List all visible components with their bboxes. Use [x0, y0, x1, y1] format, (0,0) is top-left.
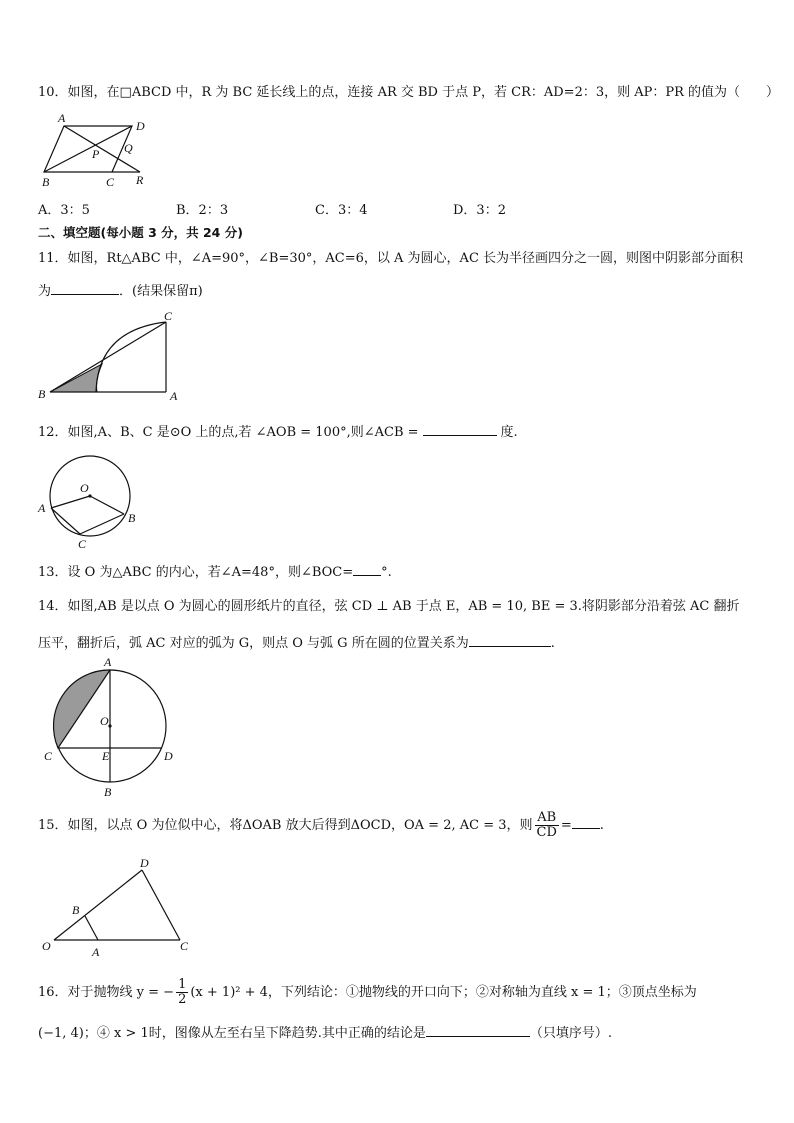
q10-label-r: R [136, 173, 144, 187]
q12-text-pre: 12．如图,A、B、C 是⊙O 上的点,若 ∠AOB = 100°,则∠ACB = [38, 425, 419, 440]
q15-frac-num: AB [535, 811, 559, 826]
q14-circle-figure [40, 656, 190, 800]
q15-label-d: D [140, 856, 149, 870]
q16-frac-den: 2 [178, 992, 187, 1007]
q15-fraction [535, 811, 559, 840]
q11-line2 [38, 282, 203, 301]
q14-line2 [38, 634, 555, 653]
q12-circle-figure [36, 450, 146, 550]
q10-option-d: D．3：2 [453, 203, 506, 218]
q10-option-a: A．3：5 [38, 203, 90, 218]
answer-blank [572, 816, 600, 829]
q15-label-b: B [72, 903, 80, 917]
q14-line2-pre: 压平，翻折后，弧 AC 对应的弧为 G，则点 O 与弧 G 所在圆的位置关系为 [38, 636, 469, 651]
q10-label-b: B [42, 175, 50, 189]
q10-text: 10．如图，在□ABCD 中，R 为 BC 延长线上的点，连接 AR 交 BD 于点 P，若 CR：AD=2：3，则 AP：PR 的值为（ ） [38, 85, 780, 100]
q15-label-o: O [42, 939, 51, 953]
q14-label-e: E [102, 749, 110, 763]
answer-blank [353, 563, 381, 576]
answer-blank [51, 282, 119, 295]
q15-text [38, 810, 604, 842]
answer-blank [469, 634, 551, 647]
q10-label-p: P [92, 147, 100, 161]
q11-line2-post: ．(结果保留π) [119, 284, 203, 299]
q13-text [38, 563, 392, 582]
q11-label-c: C [164, 309, 173, 323]
q15-label-c: C [180, 939, 189, 953]
q16-line1-pre: 16．对于抛物线 y = − [38, 985, 175, 1000]
q16-line1-post: (x + 1)² + 4，下列结论：①抛物线的开口向下；②对称轴为直线 x = 1；③顶点坐标为 [190, 985, 697, 1000]
q14-label-a: A [104, 655, 112, 669]
q10-label-c: C [106, 175, 115, 189]
q12-text-post: 度. [500, 425, 518, 440]
q10-label-d: D [136, 119, 145, 133]
q14-label-d: D [164, 749, 173, 763]
q16-fraction [176, 978, 188, 1007]
q16-line2-pre: (−1, 4)；④ x > 1时，图像从左至右呈下降趋势.其中正确的结论是 [38, 1026, 426, 1041]
q11-label-a: A [170, 389, 178, 403]
q10-label-q: Q [124, 141, 133, 155]
q16-frac-num: 1 [178, 977, 187, 992]
section-title: 二、填空题(每小题 3 分，共 24 分) [38, 225, 243, 240]
q10-label-a: A [58, 111, 66, 125]
q15-frac-den: CD [536, 825, 557, 840]
q12-label-a: A [38, 501, 46, 515]
q16-line2-post: （只填序号）. [529, 1026, 613, 1041]
q13-text-post: °. [381, 565, 392, 580]
q10-option-b: B．2：3 [176, 203, 229, 218]
q13-text-pre: 13．设 O 为△ABC 的内心，若∠A=48°，则∠BOC= [38, 565, 354, 580]
q10-parallelogram-figure [40, 112, 160, 190]
q16-line2 [38, 1024, 612, 1043]
q11-label-b: B [38, 387, 46, 401]
q12-text [38, 423, 518, 442]
q16-line1 [38, 977, 697, 1009]
q15-text-pre: 15．如图，以点 O 为位似中心，将ΔOAB 放大后得到ΔOCD，OA = 2, AC = 3，则 [38, 818, 533, 833]
q15-similar-triangle-figure [40, 854, 200, 962]
q15-label-a: A [92, 945, 100, 959]
q14-label-b: B [104, 785, 112, 799]
q10-option-c: C．3：4 [315, 203, 368, 218]
q12-label-b: B [128, 511, 136, 525]
q14-line2-post: . [550, 636, 555, 651]
q15-text-post: = [560, 818, 572, 833]
answer-blank [423, 423, 497, 436]
q14-line1: 14．如图,AB 是以点 O 为圆心的圆形纸片的直径，弦 CD ⊥ AB 于点 E，AB = 10, BE = 3.将阴影部分沿着弦 AC 翻折 [38, 599, 740, 614]
q11-line1: 11．如图，Rt△ABC 中，∠A=90°，∠B=30°，AC=6，以 A 为圆心，AC 长为半径画四分之一圆，则图中阴影部分面积 [38, 251, 744, 266]
q14-label-o: O [100, 714, 109, 728]
q11-triangle-figure [36, 308, 186, 404]
q15-text-end: . [599, 818, 604, 833]
q12-label-o: O [80, 481, 89, 495]
q14-label-c: C [44, 749, 53, 763]
q12-label-c: C [78, 537, 87, 551]
q11-line2-pre: 为 [38, 284, 52, 299]
answer-blank [426, 1024, 530, 1037]
